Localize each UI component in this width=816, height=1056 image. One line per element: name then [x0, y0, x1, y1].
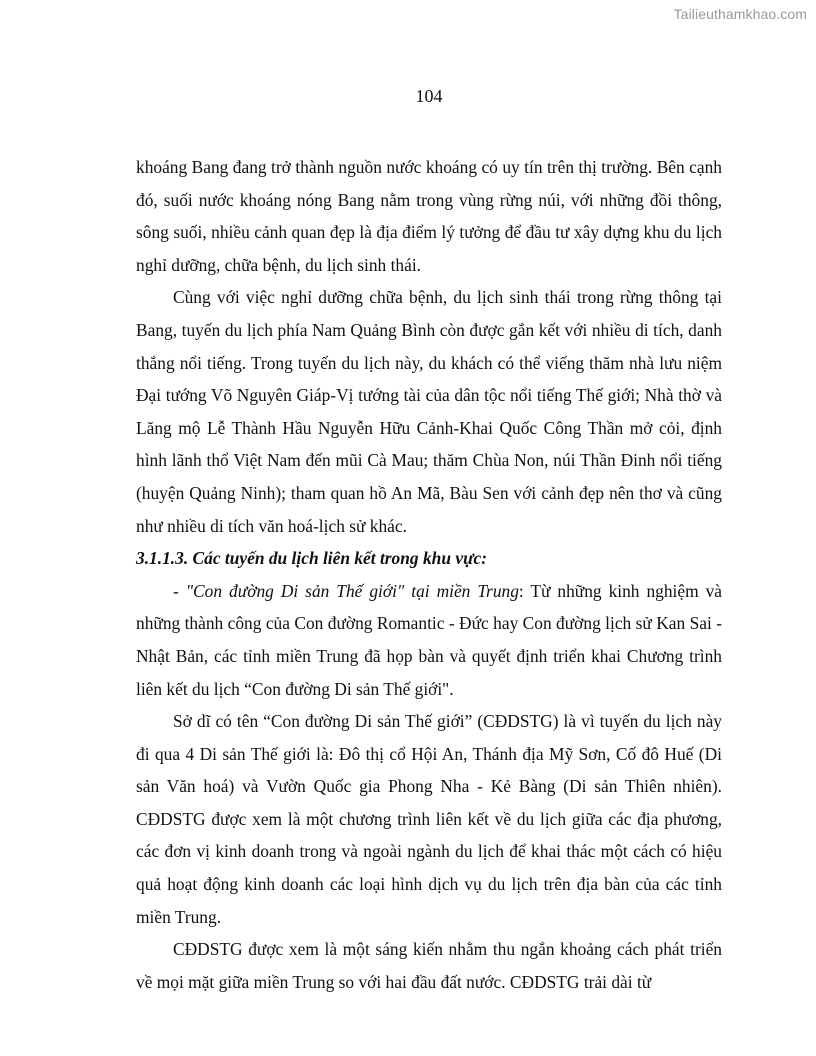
document-body: [136, 151, 722, 998]
watermark: Tailieuthamkhao.com: [673, 6, 807, 22]
paragraph-1: khoáng Bang đang trở thành nguồn nước khoáng có uy tín trên thị trường. Bên cạnh đó, suối nước khoáng nóng Bang nằm trong vùng rừng núi, với những đồi thông, sông suối, nhiều cảnh quan đẹp là địa điểm lý tưởng để đầu tư xây dựng khu du lịch nghỉ dưỡng, chữa bệnh, du lịch sinh thái.: [136, 157, 722, 275]
paragraph-2: Cùng với việc nghỉ dưỡng chữa bệnh, du lịch sinh thái trong rừng thông tại Bang, tuyến du lịch phía Nam Quảng Bình còn được gắn kết với nhiều di tích, danh thắng nổi tiếng. Trong tuyến du lịch này, du khách có thể viếng thăm nhà lưu niệm Đại tướng Võ Nguyên Giáp-Vị tướng tài của dân tộc nổi tiếng Thế giới; Nhà thờ và Lăng mộ Lễ Thành Hầu Nguyễn Hữu Cảnh-Khai Quốc Công Thần mở cỏi, định hình lãnh thổ Việt Nam đến mũi Cà Mau; thăm Chùa Non, núi Thần Đinh nổi tiếng (huyện Quảng Ninh); tham quan hồ An Mã, Bàu Sen với cảnh đẹp nên thơ và cũng như nhiều di tích văn hoá-lịch sử khác.: [136, 287, 722, 536]
paragraph-4: Sở dĩ có tên “Con đường Di sản Thế giới” (CĐDSTG) là vì tuyến du lịch này đi qua 4 Di sản Thế giới là: Đô thị cổ Hội An, Thánh địa Mỹ Sơn, Cố đô Huế (Di sản Văn hoá) và Vườn Quốc gia Phong Nha - Kẻ Bàng (Di sản Thiên nhiên). CĐDSTG được xem là một chương trình liên kết về du lịch giữa các địa phương, các đơn vị kinh doanh trong và ngoài ngành du lịch để khai thác một cách có hiệu quả hoạt động kinh doanh các loại hình dịch vụ du lịch trên địa bàn của các tỉnh miền Trung.: [136, 711, 722, 927]
paragraph-3-text: : Từ những kinh nghiệm và những thành công của Con đường Romantic - Đức hay Con đường lịch sử Kan Sai - Nhật Bản, các tỉnh miền Trung đã họp bàn và quyết định triển khai Chương trình liên kết du lịch “Con đường Di sản Thế giới".: [136, 580, 722, 699]
paragraph-5: CĐDSTG được xem là một sáng kiến nhằm thu ngắn khoảng cách phát triển về mọi mặt giữa miền Trung so với hai đầu đất nước. CĐDSTG trải dài từ: [136, 939, 722, 992]
page-number: 104: [415, 86, 443, 106]
paragraph-3-italic-title: - "Con đường Di sản Thế giới" tại miền Trung: [173, 580, 519, 601]
section-heading: 3.1.1.3. Các tuyến du lịch liên kết trong khu vực:: [136, 548, 487, 569]
paragraph-3: [136, 575, 722, 705]
